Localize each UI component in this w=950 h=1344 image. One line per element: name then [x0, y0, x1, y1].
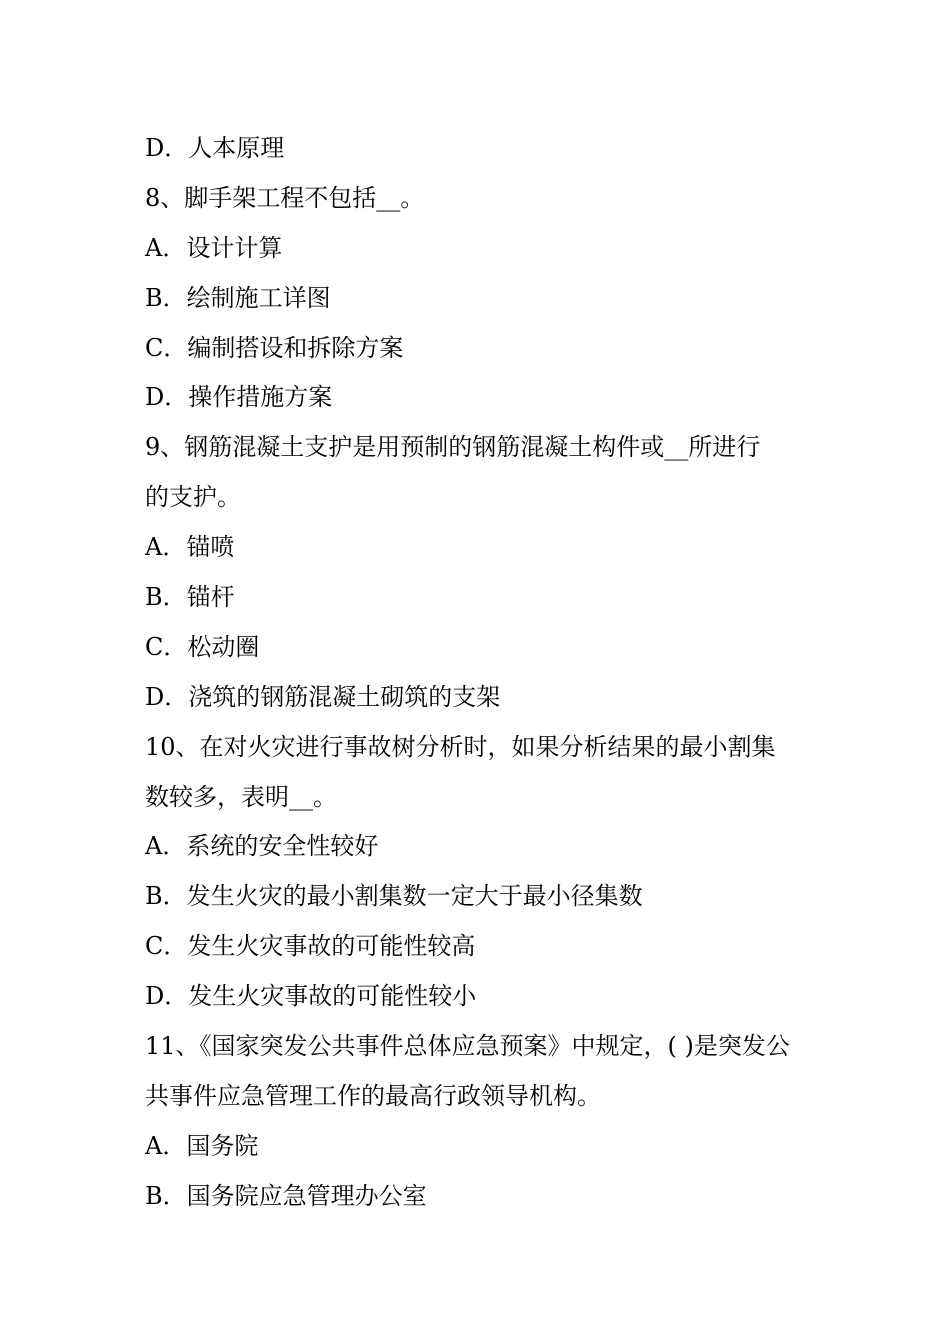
question-11-line-2: 共事件应急管理工作的最高行政领导机构。 [145, 1081, 601, 1110]
question-9-line-1: 9、钢筋混凝土支护是用预制的钢筋混凝土构件或__所进行 [145, 433, 761, 462]
option-a-q9: A．锚喷 [145, 533, 235, 562]
option-d-q7: D．人本原理 [145, 134, 285, 162]
question-11-line-1: 11、《国家突发公共事件总体应急预案》中规定，( )是突发公 [145, 1032, 790, 1061]
option-c-q8: C．编制搭设和拆除方案 [145, 333, 404, 362]
question-8: 8、脚手架工程不包括__。 [145, 183, 425, 212]
question-10-line-1: 10、在对火灾进行事故树分析时，如果分析结果的最小割集 [145, 732, 776, 761]
option-c-q10: C．发生火灾事故的可能性较高 [145, 932, 476, 961]
option-b-q11: B．国务院应急管理办公室 [145, 1181, 427, 1210]
option-c-q9: C．松动圈 [145, 632, 260, 661]
option-b-q8: B．绘制施工详图 [145, 283, 331, 312]
option-a-q10: A．系统的安全性较好 [145, 832, 379, 861]
option-d-q9: D．浇筑的钢筋混凝土砌筑的支架 [145, 682, 501, 711]
question-9-line-2: 的支护。 [145, 483, 241, 512]
option-d-q8: D．操作措施方案 [145, 383, 333, 412]
document-body [145, 124, 810, 1222]
option-b-q10: B．发生火灾的最小割集数一定大于最小径集数 [145, 882, 643, 911]
option-a-q8: A．设计计算 [145, 233, 283, 262]
option-a-q11: A．国务院 [145, 1131, 259, 1160]
question-10-line-2: 数较多，表明__。 [145, 782, 337, 811]
option-b-q9: B．锚杆 [145, 583, 235, 612]
option-d-q10: D．发生火灾事故的可能性较小 [145, 982, 477, 1011]
